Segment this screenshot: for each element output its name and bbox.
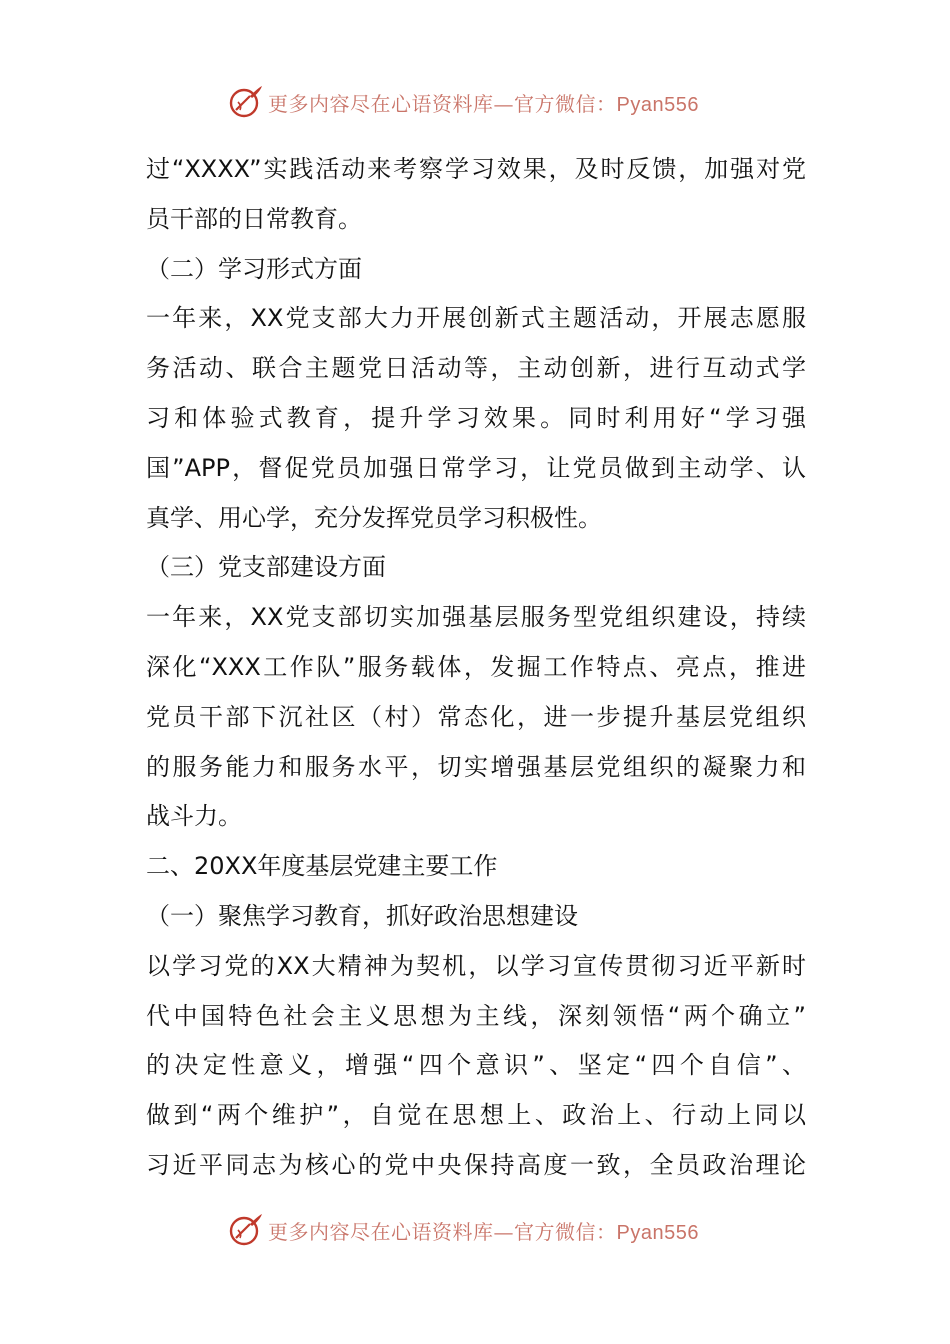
chapter-heading: 二、20XX年度基层党建主要工作 <box>146 852 498 881</box>
banner-text: 更多内容尽在心语资料库—官方微信：Pyan556 <box>268 91 699 116</box>
wechat-handle: Pyan556 <box>616 1221 699 1244</box>
footer-banner <box>228 1210 699 1250</box>
section-heading: （一）聚焦学习教育，抓好政治思想建设 <box>146 901 578 930</box>
wechat-handle: Pyan556 <box>616 93 699 116</box>
body-line: 真学、用心学，充分发挥党员学习积极性。 <box>146 503 602 532</box>
body-line: 一年来，XX党支部大力开展创新式主题活动，开展志愿服 <box>146 304 806 333</box>
body-line: 员干部的日常教育。 <box>146 204 362 233</box>
body-line: 一年来，XX党支部切实加强基层服务型党组织建设，持续 <box>146 603 806 632</box>
body-line: 的服务能力和服务水平，切实增强基层党组织的凝聚力和 <box>146 752 806 781</box>
document-body <box>146 145 806 1191</box>
body-line: 代中国特色社会主义思想为主线，深刻领悟“两个确立” <box>146 1001 806 1030</box>
quill-pen-logo-icon <box>228 1212 264 1248</box>
body-line: 战斗力。 <box>146 802 242 831</box>
body-line: 党员干部下沉社区（村）常态化，进一步提升基层党组织 <box>146 702 806 731</box>
body-line: 国”APP，督促党员加强日常学习，让党员做到主动学、认 <box>146 453 806 482</box>
body-line: 习近平同志为核心的党中央保持高度一致，全员政治理论 <box>146 1150 806 1179</box>
body-line: 深化“XXX工作队”服务载体，发掘工作特点、亮点，推进 <box>146 652 806 681</box>
body-line: 以学习党的XX大精神为契机，以学习宣传贯彻习近平新时 <box>146 951 806 980</box>
header-banner <box>228 82 699 122</box>
body-line: 习和体验式教育，提升学习效果。同时利用好“学习强 <box>146 403 806 432</box>
section-heading: （二）学习形式方面 <box>146 254 362 283</box>
body-line: 的决定性意义，增强“四个意识”、坚定“四个自信”、 <box>146 1051 806 1080</box>
body-line: 过“XXXX”实践活动来考察学习效果，及时反馈，加强对党 <box>146 155 806 183</box>
body-line: 做到“两个维护”，自觉在思想上、政治上、行动上同以 <box>146 1101 806 1130</box>
body-line: 务活动、联合主题党日活动等，主动创新，进行互动式学 <box>146 354 806 383</box>
section-heading: （三）党支部建设方面 <box>146 553 386 582</box>
quill-pen-logo-icon <box>228 84 264 120</box>
banner-text: 更多内容尽在心语资料库—官方微信：Pyan556 <box>268 1219 699 1244</box>
